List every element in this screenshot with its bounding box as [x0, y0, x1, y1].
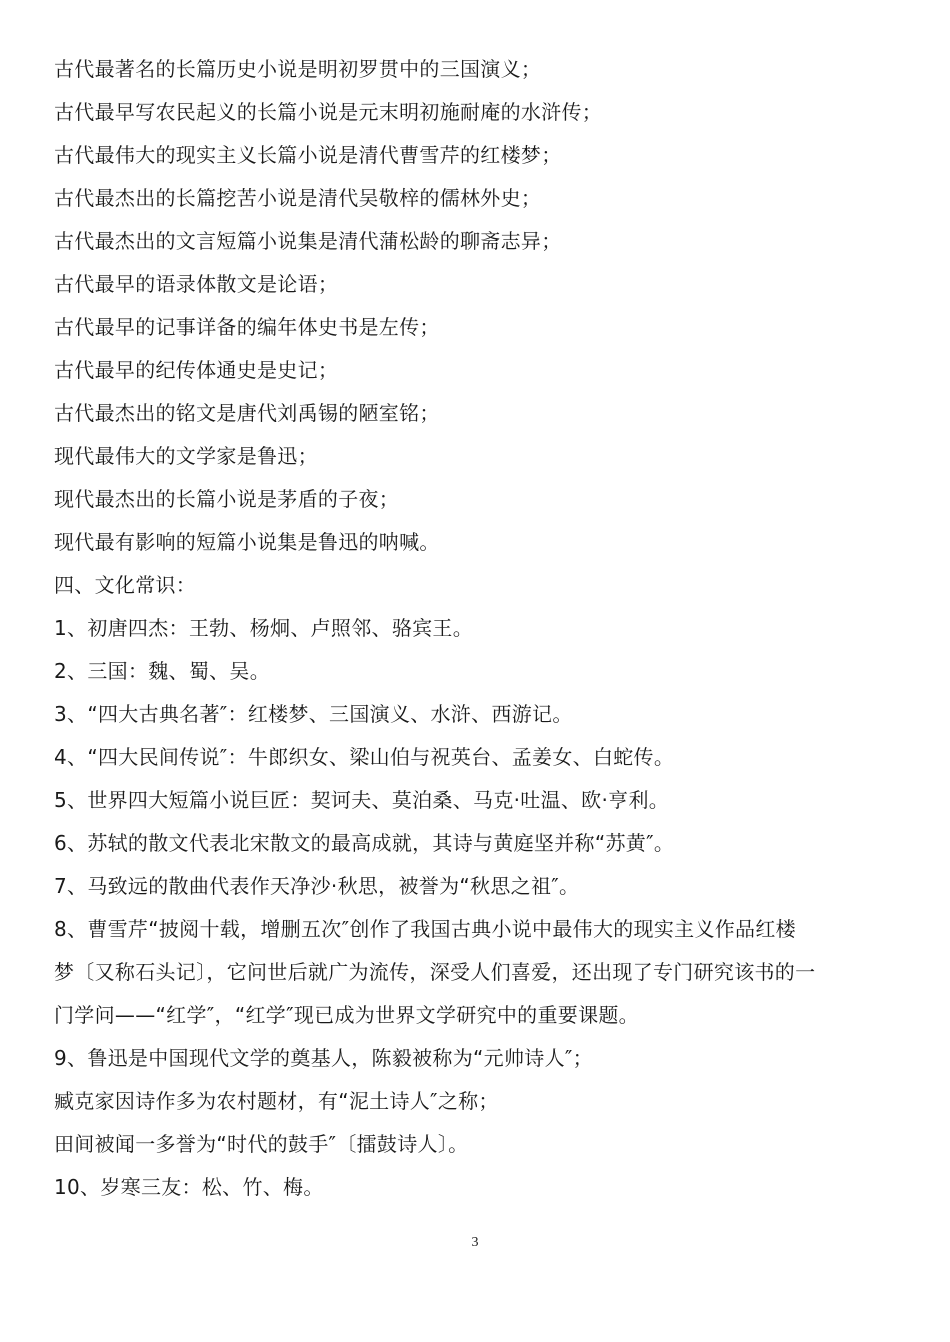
list-item: 2、三国：魏、蜀、吴。 — [54, 659, 271, 683]
list-item: 3、“四大古典名著″：红楼梦、三国演义、水浒、西游记。 — [54, 702, 573, 726]
list-item: 7、马致远的散曲代表作天净沙·秋思，被誉为“秋思之祖″。 — [54, 874, 580, 898]
text-line: 古代最早的语录体散文是论语； — [54, 272, 339, 296]
list-item-continuation: 田间被闻一多誉为“时代的鼓手″〔擂鼓诗人〕。 — [54, 1132, 469, 1156]
text-line: 古代最杰出的文言短篇小说集是清代蒲松龄的聊斋志异； — [54, 229, 562, 253]
page-number: 3 — [471, 1235, 479, 1250]
list-item: 10、岁寒三友：松、竹、梅。 — [54, 1175, 324, 1199]
text-line: 古代最早写农民起义的长篇小说是元末明初施耐庵的水浒传； — [54, 100, 603, 124]
list-item: 6、苏轼的散文代表北宋散文的最高成就，其诗与黄庭坚并称“苏黄″。 — [54, 831, 675, 855]
list-item: 1、初唐四杰：王勃、杨炯、卢照邻、骆宾王。 — [54, 616, 474, 640]
text-line: 古代最伟大的现实主义长篇小说是清代曹雪芹的红楼梦； — [54, 143, 562, 167]
text-line: 古代最著名的长篇历史小说是明初罗贯中的三国演义； — [54, 57, 542, 81]
text-line: 现代最杰出的长篇小说是茅盾的子夜； — [54, 487, 400, 511]
list-item: 4、“四大民间传说″：牛郎织女、梁山伯与祝英台、孟姜女、白蛇传。 — [54, 745, 675, 769]
list-item: 9、鲁迅是中国现代文学的奠基人，陈毅被称为“元帅诗人″； — [54, 1046, 593, 1070]
text-line: 古代最杰出的长篇挖苦小说是清代吴敬梓的儒林外史； — [54, 186, 542, 210]
list-item-continuation: 门学问——“红学″，“红学″现已成为世界文学研究中的重要课题。 — [54, 1003, 639, 1027]
text-line: 古代最早的记事详备的编年体史书是左传； — [54, 315, 440, 339]
list-item: 8、曹雪芹“披阅十载，增删五次″创作了我国古典小说中最伟大的现实主义作品红楼 — [54, 917, 796, 941]
text-line: 古代最早的纪传体通史是史记； — [54, 358, 339, 382]
section-heading: 四、文化常识： — [54, 573, 197, 597]
list-item-continuation: 梦〔又称石头记〕，它问世后就广为流传，深受人们喜爱，还出现了专门研究该书的一 — [54, 960, 816, 984]
text-line: 古代最杰出的铭文是唐代刘禹锡的陋室铭； — [54, 401, 440, 425]
text-line: 现代最伟大的文学家是鲁迅； — [54, 444, 318, 468]
text-line: 现代最有影响的短篇小说集是鲁迅的呐喊。 — [54, 530, 440, 554]
list-item-continuation: 臧克家因诗作多为农村题材，有“泥土诗人″之称； — [54, 1089, 499, 1113]
list-item: 5、世界四大短篇小说巨匠：契诃夫、莫泊桑、马克·吐温、欧·亨利。 — [54, 788, 670, 812]
